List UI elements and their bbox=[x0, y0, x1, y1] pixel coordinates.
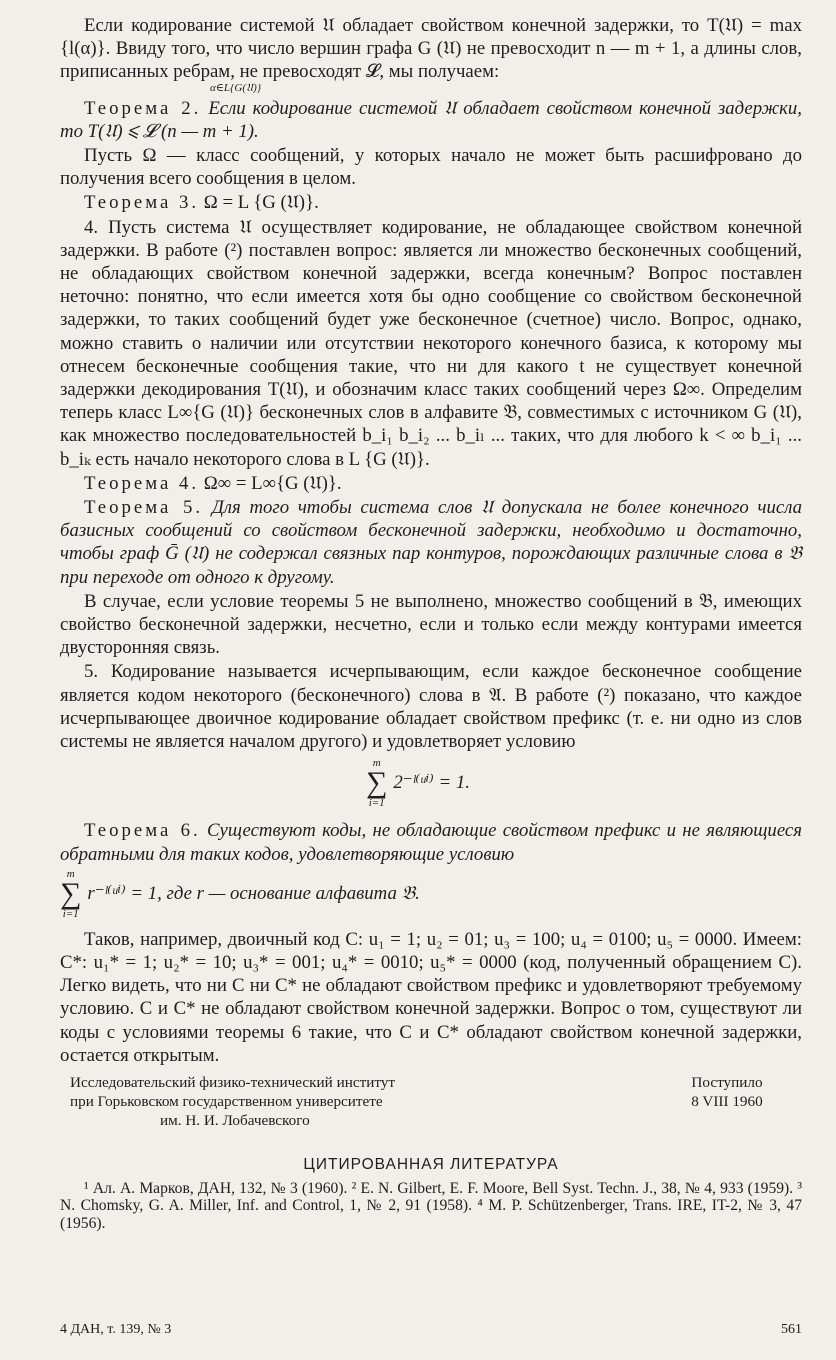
theorem-4 bbox=[60, 472, 802, 495]
theorem-5-name: Теорема 5. bbox=[84, 497, 204, 519]
theorem-6-name: Теорема 6. bbox=[84, 820, 201, 842]
affiliation-block bbox=[60, 1073, 802, 1130]
page-footer bbox=[60, 1322, 802, 1338]
theorem-3-name: Теорема 3. bbox=[84, 192, 200, 214]
formula-kraft-general-rhs: r⁻ˡ⁽ᵘⁱ⁾ = 1, где r — основание алфавита 𝔅. bbox=[87, 882, 420, 904]
formula-kraft-binary bbox=[360, 757, 802, 809]
formula-kraft-general bbox=[60, 868, 802, 920]
footer-journal: 4 ДАН, т. 139, № 3 bbox=[60, 1322, 172, 1337]
theorem-4-text: Ω∞ = L∞{G (𝔘)}. bbox=[203, 472, 342, 494]
references-heading: ЦИТИРОВАННАЯ ЛИТЕРАТУРА bbox=[303, 1155, 559, 1173]
paragraph-omega: Пусть Ω — класс сообщений, у которых начало не может быть расшифровано до получения всего сообщения в целом. bbox=[60, 145, 802, 190]
formula-kraft-binary-rhs: 2⁻ˡ⁽ᵘⁱ⁾ = 1. bbox=[393, 772, 470, 794]
references-list: ¹ Ал. А. Марков, ДАН, 132, № 3 (1960). ² E. N. Gilbert, E. F. Moore, Bell Syst. Techn. J., 38, № 4, 933 (1959). ³ N. Chomsky, G. A. Miller, Inf. and Control, 1, № 2, 91 (1958). ⁴ M. P. Schützenberger, Trans. IRE, IT-2, № 3, 47 (1956). bbox=[60, 1179, 802, 1232]
theorem-3 bbox=[60, 191, 802, 214]
paragraph-example-code: Таков, например, двоичный код C: u₁ = 1; u₂ = 01; u₃ = 100; u₄ = 0100; u₅ = 0000. Имеем: C*: u₁* = 1; u₂* = 10; u₃* = 001; u₄* = 0010; u₅* = 0000 (код, полученный обращением C). Легко видеть, что ни C ни C* не обладают свойством префикс и удовлетворяют требуемому условию. C и C* не обладают свойством конечной задержки. Вопрос о том, существуют ли коды с условиями теоремы 6 такие, что C и C* обладают свойством конечной задержки, остается открытым. bbox=[60, 928, 802, 1066]
paragraph-section-5: 5. Кодирование называется исчерпывающим, если каждое бесконечное сообщение является кодом некоторого (бесконечного) слова в 𝔄. В работе (²) показано, что каждое исчерпывающее двоичное кодирование обладает свойством префикс (т. е. ни одно из слов системы не является началом другого) и удовлетворяет условию bbox=[60, 661, 802, 753]
received-date: Поступило 8 VIII 1960 bbox=[691, 1073, 763, 1110]
institute-address: Исследовательский физико-технический институт при Горьковском государственном университете им. Н. И. Лобачевского bbox=[70, 1073, 396, 1129]
sum-symbol: m ∑ i=1 bbox=[60, 867, 82, 920]
max-subscript: α∈L{G(𝔘)} bbox=[210, 81, 262, 94]
theorem-2 bbox=[60, 97, 802, 143]
theorem-6-text: Существуют коды, не обладающие свойством префикс и не являющиеся обратными для таких кодов, удовлетворяющие условию bbox=[60, 820, 802, 865]
paragraph-section-4: 4. Пусть система 𝔘 осуществляет кодирование, не обладающее свойством конечной задержки. В работе (²) поставлен вопрос: является ли множество бесконечных сообщений, не обладающих свойством конечной задержки, всегда конечным? Вопрос поставлен неточно: понятно, что если имеется хотя бы одно сообщение со свойством бесконечной задержки, то таких сообщений будет уже бесконечное (счетное) число. Вопрос, однако, можно ставить о наличии или отсутствии некоторого конечного базиса, к которому мы отнесем бесконечные сообщения такие, что ни для какого t не существует конечной задержки декодирования T(𝔘), и обозначим класс таких сообщений через Ω∞. Определим теперь класс L∞{G (𝔘)} бесконечных слов в алфавите 𝔅, совместимых с источником G (𝔘), как множество последовательностей b_i₁ b_i₂ ... b_iₗ ... таких, что для любого k < ∞ b_i₁ ... b_iₖ есть начало некоторого слова в L {G (𝔘)}. bbox=[60, 216, 802, 470]
page-body bbox=[60, 14, 802, 1232]
theorem-6 bbox=[60, 819, 802, 865]
paragraph-theorem5-remark: В случае, если условие теоремы 5 не выполнено, множество сообщений в 𝔅, имеющих свойство бесконечной задержки, несчетно, если и только если между контурами имеется двусторонняя связь. bbox=[60, 590, 802, 659]
theorem-3-text: Ω = L {G (𝔘)}. bbox=[203, 192, 319, 214]
theorem-2-name: Теорема 2. bbox=[84, 97, 202, 119]
sum-symbol: m ∑ i=1 bbox=[366, 757, 388, 810]
theorem-4-name: Теорема 4. bbox=[84, 472, 200, 494]
paragraph-delay-bound: Если кодирование системой 𝔘 обладает свойством конечной задержки, то T(𝔘) = max {l(α)}. Ввиду того, что число вершин графа G (𝔘) не превосходит n — m + 1, а длины слов, приписанных ребрам, не превосходят 𝓛, мы получаем: bbox=[60, 15, 802, 83]
page-number: 561 bbox=[781, 1322, 802, 1337]
theorem-5-text: Для того чтобы система слов 𝔘 допускала не более конечного числа базисных сообщений со свойством бесконечной задержки, необходимо и достаточно, чтобы граф Ḡ (𝔘) не содержал связных пар контуров, порождающих различные слова в 𝔅 при переходе от одного к другому. bbox=[60, 497, 803, 588]
theorem-5 bbox=[60, 496, 802, 589]
theorem-2-text: Если кодирование системой 𝔘 обладает свойством конечной задержки, то T(𝔘) ⩽ 𝓛 (n — m + 1). bbox=[60, 97, 802, 142]
